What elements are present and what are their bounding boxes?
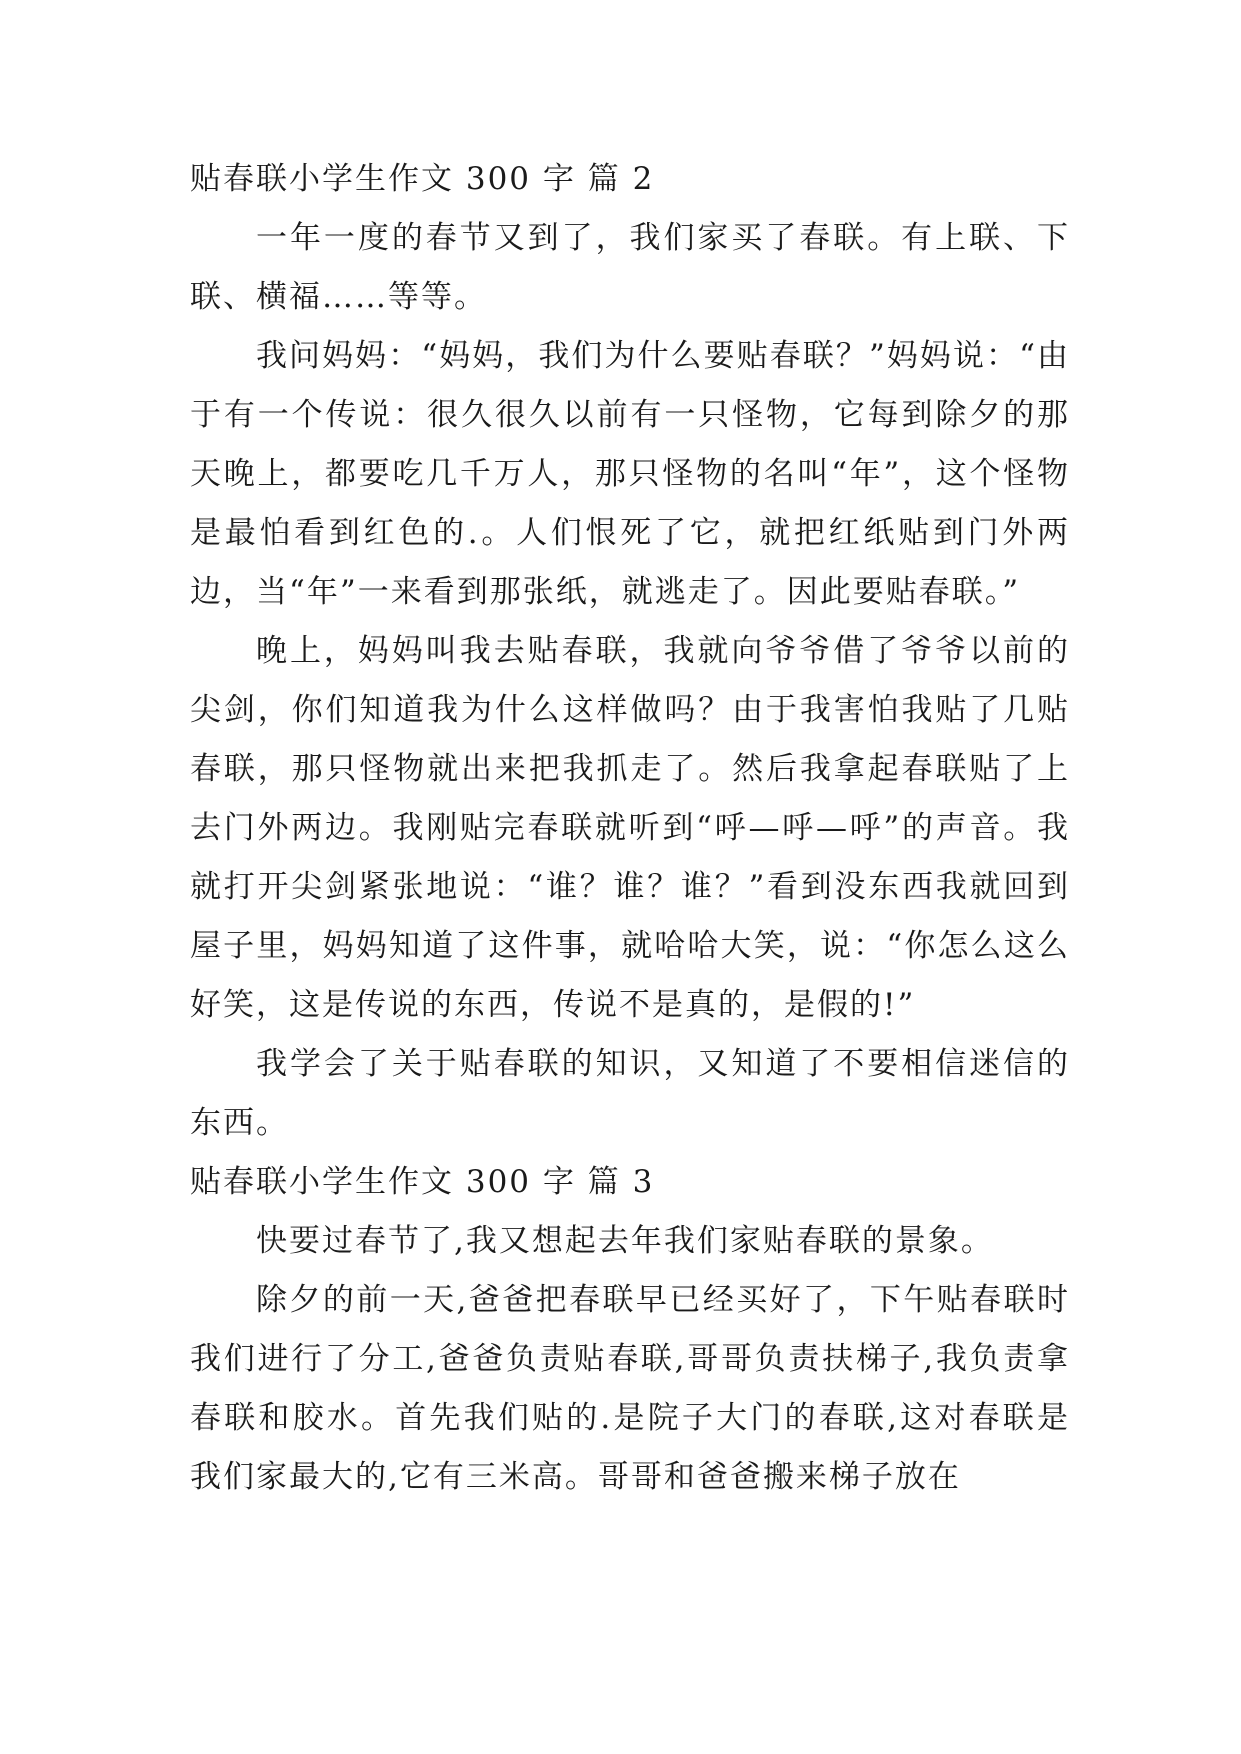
essay-section-2	[190, 150, 1070, 1153]
document-body	[190, 150, 1070, 1507]
paragraph: 我问妈妈：“妈妈，我们为什么要贴春联？”妈妈说：“由于有一个传说：很久很久以前有一只怪物，它每到除夕的那天晚上，都要吃几千万人，那只怪物的名叫“年”，这个怪物是最怕看到红色的.。人们恨死了它，就把红纸贴到门外两边，当“年”一来看到那张纸，就逃走了。因此要贴春联。”	[190, 338, 1070, 610]
essay-section-3	[190, 1153, 1070, 1507]
paragraph: 除夕的前一天,爸爸把春联早已经买好了，下午贴春联时我们进行了分工,爸爸负责贴春联,哥哥负责扶梯子,我负责拿春联和胶水。首先我们贴的.是院子大门的春联,这对春联是我们家最大的,它有三米高。哥哥和爸爸搬来梯子放在	[190, 1282, 1070, 1495]
paragraph: 一年一度的春节又到了，我们家买了春联。有上联、下联、横福……等等。	[190, 220, 1070, 315]
paragraph: 快要过春节了,我又想起去年我们家贴春联的景象。	[256, 1223, 994, 1259]
paragraph: 我学会了关于贴春联的知识，又知道了不要相信迷信的东西。	[190, 1046, 1070, 1141]
section-heading: 贴春联小学生作文 300 字 篇 2	[190, 161, 655, 197]
paragraph: 晚上，妈妈叫我去贴春联，我就向爷爷借了爷爷以前的尖剑，你们知道我为什么这样做吗？由于我害怕我贴了几贴春联，那只怪物就出来把我抓走了。然后我拿起春联贴了上去门外两边。我刚贴完春联就听到“呼—呼—呼”的声音。我就打开尖剑紧张地说：“谁？谁？谁？”看到没东西我就回到屋子里，妈妈知道了这件事，就哈哈大笑，说：“你怎么这么好笑，这是传说的东西，传说不是真的，是假的!”	[190, 633, 1070, 1023]
section-heading: 贴春联小学生作文 300 字 篇 3	[190, 1164, 655, 1200]
